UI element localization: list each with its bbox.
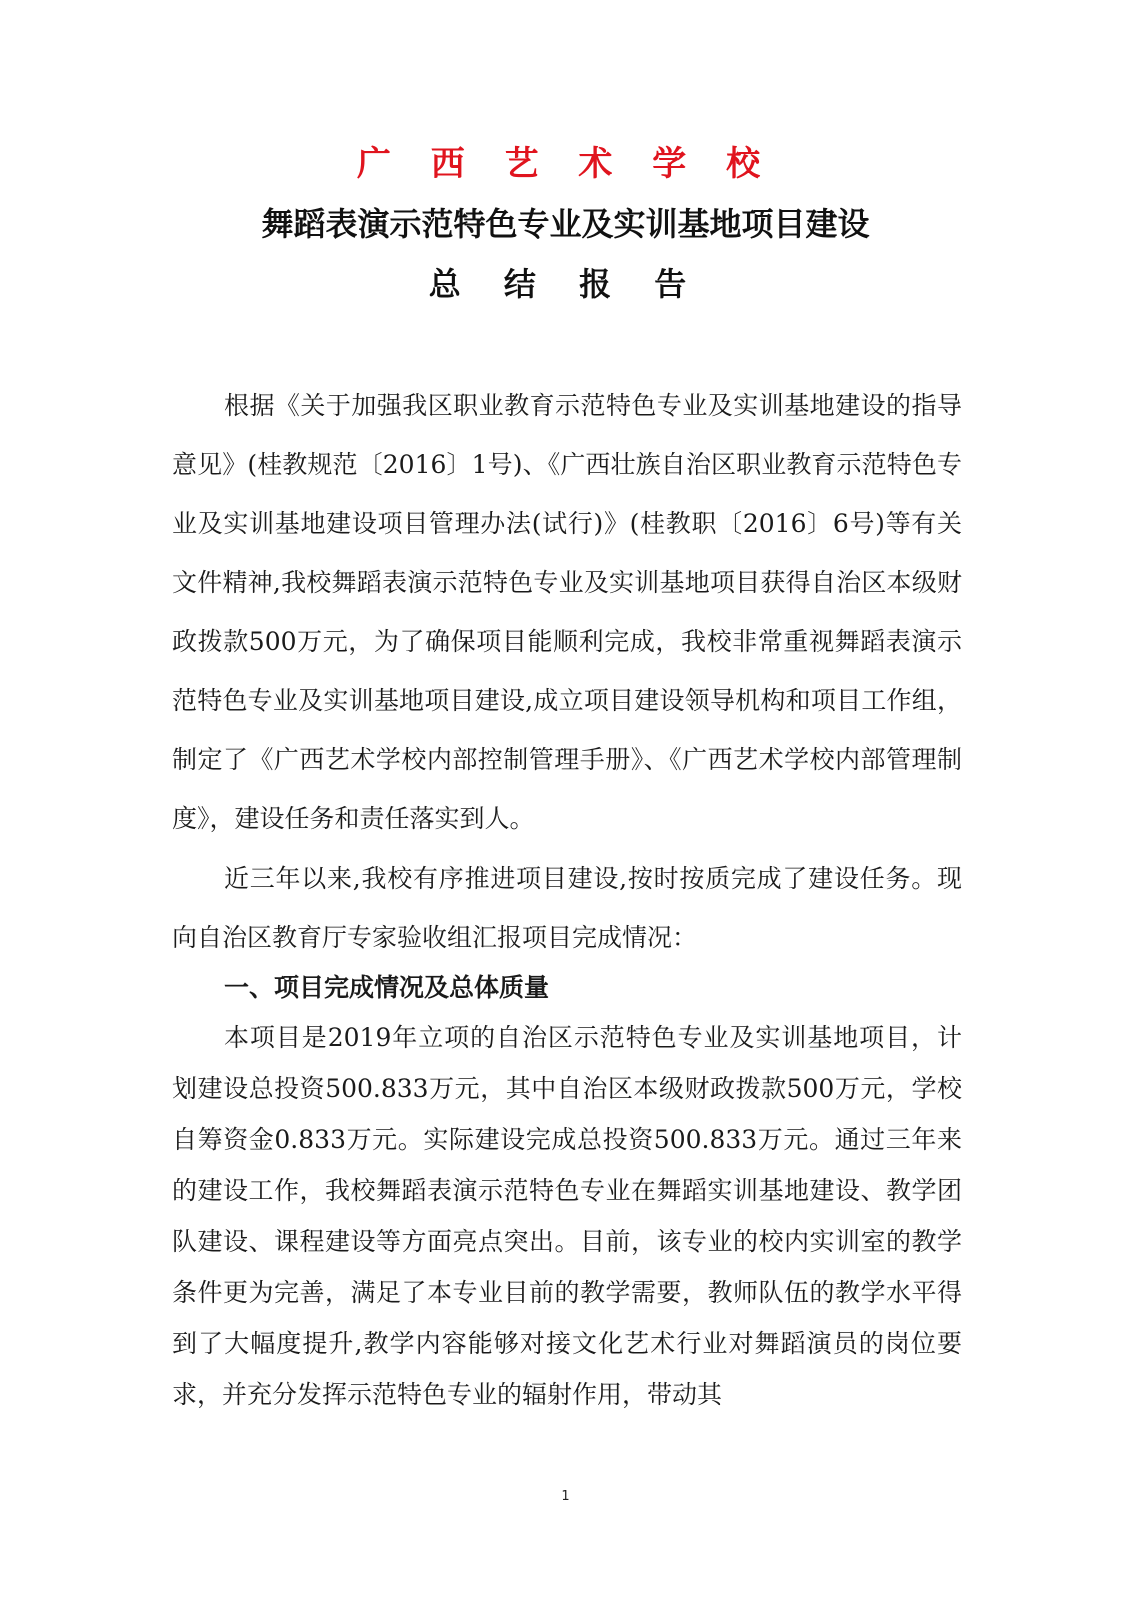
page-number: 1 xyxy=(561,1489,570,1504)
paragraph-completion-details: 本项目是2019年立项的自治区示范特色专业及实训基地项目，计划建设总投资500.833万元，其中自治区本级财政拨款500万元，学校自筹资金0.833万元。实际建设完成总投资500.833万元。通过三年来的建设工作，我校舞蹈表演示范特色专业在舞蹈实训基地建设、教学团队建设、课程建设等方面亮点突出。目前，该专业的校内实训室的教学条件更为完善，满足了本专业目前的教学需要，教师队伍的教学水平得到了大幅度提升,教学内容能够对接文化艺术行业对舞蹈演员的岗位要求，并充分发挥示范特色专业的辐射作用，带动其 xyxy=(172,1023,962,1409)
paragraph-background: 根据《关于加强我区职业教育示范特色专业及实训基地建设的指导意见》(桂教规范〔2016〕1号)、《广西壮族自治区职业教育示范特色专业及实训基地建设项目管理办法(试行)》(桂教职〔2016〕6号)等有关文件精神,我校舞蹈表演示范特色专业及实训基地项目获得自治区本级财政拨款500万元，为了确保项目能顺利完成，我校非常重视舞蹈表演示范特色专业及实训基地项目建设,成立项目建设领导机构和项目工作组，制定了《广西艺术学校内部控制管理手册》、《广西艺术学校内部管理制度》，建设任务和责任落实到人。 xyxy=(172,391,962,833)
section-heading-completion: 一、项目完成情况及总体质量 xyxy=(224,973,550,1002)
school-name-title: 广 西 艺 术 学 校 xyxy=(356,144,775,184)
project-title: 舞蹈表演示范特色专业及实训基地项目建设 xyxy=(261,205,870,243)
report-title: 总 结 报 告 xyxy=(428,265,703,303)
paragraph-progress: 近三年以来,我校有序推进项目建设,按时按质完成了建设任务。现向自治区教育厅专家验收组汇报项目完成情况： xyxy=(172,864,962,952)
